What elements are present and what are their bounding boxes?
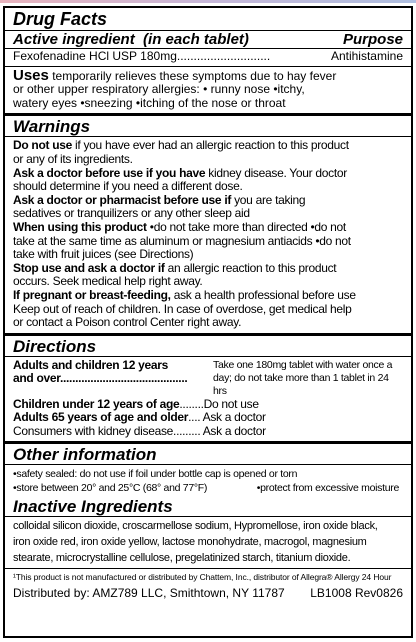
other-information-section xyxy=(13,465,403,497)
directions-heading: Directions xyxy=(13,336,97,356)
inactive-line-1: colloidal silicon dioxide, croscarmellose sodium, Hypromellose, iron oxide black, xyxy=(13,520,378,533)
ask-doctor-text-2: should determine if you need a different dose. xyxy=(13,179,243,194)
distributor-text: Distributed by: AMZ789 LLC, Smithtown, NY 11787 xyxy=(13,586,285,601)
active-ingredient-purpose: Antihistamine xyxy=(330,49,403,63)
uses-heading: Uses xyxy=(13,66,49,84)
active-ingredient-header xyxy=(13,31,403,48)
adults-label-2: and over.......................................... xyxy=(13,371,188,386)
when-using-text-3: take with fruit juices (see Directions) xyxy=(13,247,194,262)
do-not-use-text-2: or any of its ingredients. xyxy=(13,151,133,166)
moisture-text: •protect from excessive moisture xyxy=(256,482,399,495)
drug-facts-title: Drug Facts xyxy=(13,9,108,29)
uses-section xyxy=(13,67,403,114)
adults-dose-2: day; do not take more than 1 tablet in 24 hrs xyxy=(213,371,389,397)
stop-use-text: an allergic reaction to this product xyxy=(164,260,337,275)
active-ingredient-row xyxy=(13,49,403,66)
directions-seniors-row xyxy=(13,411,403,425)
footer-disclaimer: ¹This product is not manufactured or distributed by Chattem, Inc., distributor of Allegra® Allergy 24 Hour xyxy=(13,572,392,583)
inactive-line-3: stearate, microcrystalline cellulose, pregelatinized starch, titanium dioxide. xyxy=(13,552,351,565)
label-code: LB1008 Rev0826 xyxy=(310,586,403,601)
inactive-ingredients-heading: Inactive Ingredients xyxy=(13,497,173,517)
other-info-line-1: •safety sealed: do not use if foil under bottle cap is opened or torn xyxy=(13,468,298,481)
active-ingredient-name: Fexofenadine HCl USP 180mg............................ xyxy=(13,49,271,63)
purpose-heading: Purpose xyxy=(342,31,403,48)
directions-section xyxy=(13,357,403,442)
uses-line-2: or other upper respiratory allergies: • runny nose •itchy, xyxy=(13,82,305,97)
directions-children-row xyxy=(13,398,403,412)
directions-adults-row xyxy=(13,359,403,398)
other-info-line-2 xyxy=(13,481,403,495)
warnings-heading: Warnings xyxy=(13,117,91,137)
drug-facts-panel xyxy=(3,6,413,638)
uses-line-3: watery eyes •sneezing •itching of the nose or throat xyxy=(13,95,286,110)
stop-use-text-2: occurs. Seek medical help right away. xyxy=(13,274,203,289)
pregnant-text: ask a health professional before use xyxy=(170,287,356,302)
uses-line-1: temporarily relieves these symptoms due to hay fever xyxy=(48,68,337,83)
when-using-text-2: take at the same time as aluminum or magnesium antiacids •do not xyxy=(13,233,351,248)
adults-dose: Take one 180mg tablet with water once a xyxy=(213,358,393,371)
active-ingredient-heading: Active ingredient xyxy=(13,31,135,48)
top-color-band xyxy=(0,0,416,3)
do-not-use-label: Do not use xyxy=(13,138,72,153)
footer-distributor-row xyxy=(13,583,403,600)
do-not-use-text: if you have ever had an allergic reaction to this product xyxy=(72,138,349,153)
seniors-label: Adults 65 years of age and older xyxy=(13,410,189,425)
ask-pharmacist-text: you are taking xyxy=(231,192,306,207)
warnings-section xyxy=(13,137,403,332)
keep-out-text: Keep out of reach of children. In case of overdose, get medical help xyxy=(13,301,352,316)
when-using-label: When using this product xyxy=(13,219,147,234)
stop-use-label: Stop use and ask a doctor if xyxy=(13,260,165,275)
storage-text: •store between 20° and 25°C (68° and 77°F) xyxy=(13,482,208,495)
seniors-dose: .... Ask a doctor xyxy=(188,410,266,425)
ask-pharmacist-text-2: sedatives or tranquilizers or any other sleep aid xyxy=(13,206,250,221)
children-label: Children under 12 years of age xyxy=(13,396,180,411)
ask-pharmacist-label: Ask a doctor or pharmacist before use if xyxy=(13,192,232,207)
inactive-line-2: iron oxide red, iron oxide yellow, lactose monohydrate, macrogol, magnesium xyxy=(13,536,367,549)
inactive-ingredients-section xyxy=(13,517,403,568)
directions-kidney-row: Consumers with kidney disease......... Ask a doctor xyxy=(13,423,266,438)
adults-label: Adults and children 12 years xyxy=(13,357,168,372)
children-dose: ........Do not use xyxy=(179,396,259,411)
active-ingredient-paren: (in each tablet) xyxy=(143,31,249,48)
keep-out-text-2: or contact a Poison control Center right away. xyxy=(13,315,242,330)
ask-doctor-text: kidney disease. Your doctor xyxy=(205,165,347,180)
ask-doctor-label: Ask a doctor before use if you have xyxy=(13,165,206,180)
when-using-text: •do not take more than directed •do not xyxy=(146,219,346,234)
pregnant-label: If pregnant or breast-feeding, xyxy=(13,287,171,302)
other-information-heading: Other information xyxy=(13,445,157,465)
